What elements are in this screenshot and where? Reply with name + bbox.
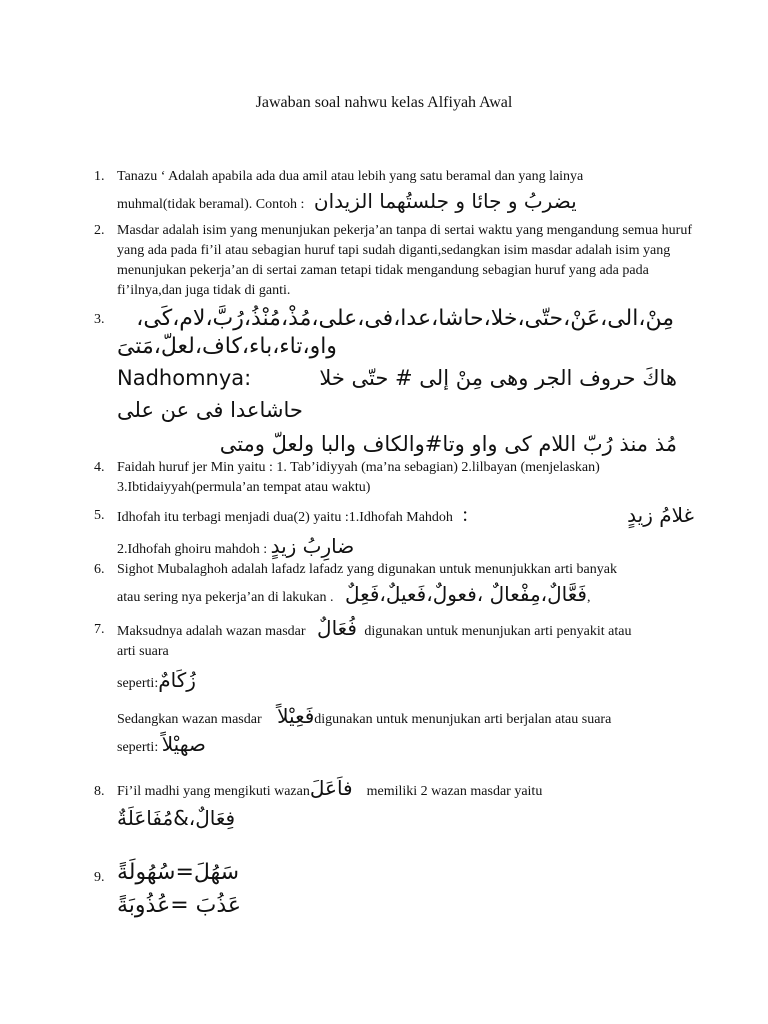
item-4-text: Faidah huruf jer Min yaitu : 1. Tab’idiyyah (ma’na sebagian) 2.lilbayan (menjelaskan) 3.Ibtidaiyyah(permula’an tempat atau waktu) <box>117 460 600 495</box>
item-8-line-1: Fi’il madhi yang mengikuti wazanفاَعَلَ memiliki 2 wazan masdar yaitu <box>117 776 543 800</box>
item-7-line-3: Sedangkan wazan masdar فَعِيْلاًdigunakan untuk menunjukan arti berjalan atau suara <box>117 704 612 728</box>
item-8-arabic-masdar: فِعَالٌ،&مُفَاعَلَةٌ <box>117 806 236 830</box>
item-8-arabic-faa-ala: فاَعَلَ <box>309 776 353 800</box>
item-7-arabic-fuaal: فُعَالٌ <box>317 616 357 640</box>
item-number: 9. <box>94 870 105 885</box>
item-number: 1. <box>94 169 105 184</box>
item-5-arabic-ghoiru: ضارِبُ زيدٍ <box>270 534 355 558</box>
nadhom-line-3 <box>117 429 677 459</box>
item-5-line-2 <box>117 532 694 560</box>
item-number: 6. <box>94 562 105 577</box>
document-title: Jawaban soal nahwu kelas Alfiyah Awal <box>255 94 513 111</box>
item-6-line-2: atau sering nya pekerja’an di lakukan . فَعَّالٌ،مِفْعالٌ ،فعولٌ،فَعيلٌ،فَعِلٌ, <box>117 582 591 606</box>
nadhom-line-1 <box>117 363 677 393</box>
item-1-line-2 <box>117 191 694 215</box>
item-9-line-1 <box>117 858 694 891</box>
item-7-example-1: seperti:زُكَامٌ <box>117 668 196 692</box>
item-number: 7. <box>94 622 105 637</box>
answer-item-1 <box>94 167 694 215</box>
item-number: 8. <box>94 784 105 799</box>
item-3-letters-line-1: مِنْ،الى،عَنْ،حتّى،خلا،حاشا،عدا،فى،على،مُذْ،مُنْذُ،رُبَّ،لام،كَى، <box>136 306 674 331</box>
item-5-colon: : <box>462 504 468 526</box>
item-2-text: Masdar adalah isim yang menunjukan pekerja’an tanpa di sertai waktu yang mengandung semua huruf yang ada pada fi’il atau sebagian huruf tapi sudah diganti,sedangkan isim masdar adalah isim yang menunjukan pekerja’an di sertai zaman tetapi tidak mengandung sebagian huruf yang ada pada fi’ilnya,dan juga tidak di ganti. <box>117 223 692 298</box>
item-6-line-1: Sighot Mubalaghoh adalah lafadz lafadz yang digunakan untuk menunjukkan arti banyak <box>117 562 617 577</box>
nadhom-verse-1: هاكَ حروف الجر وهى مِنْ إلى # حتّى خلا <box>319 366 677 390</box>
item-5-line-1 <box>117 500 694 530</box>
item-5-text-1: Idhofah itu terbagi menjadi dua(2) yaitu :1.Idhofah Mahdoh <box>117 510 453 525</box>
item-7-example-2: seperti: صهيْلاً <box>117 732 206 756</box>
item-7-arabic-zukaam: زُكَامٌ <box>158 668 196 692</box>
item-8-line-2 <box>117 808 694 832</box>
nadhom-label: Nadhomnya: <box>117 366 252 390</box>
item-1-text: muhmal(tidak beramal). Contoh : <box>117 197 305 212</box>
item-9-arabic-adhuba: عَذُبَ =عُذُوبَةً <box>117 893 242 918</box>
item-1-arabic-example: يضربُ و جائا و جلستُهما الزيدان <box>313 189 577 213</box>
item-5-text-2: 2.Idhofah ghoiru mahdoh : <box>117 542 268 557</box>
nadhom-line-2 <box>117 395 677 425</box>
item-number: 3. <box>94 312 105 327</box>
item-9-arabic-sahula: سَهُلَ=سُهُولَةً <box>117 860 240 885</box>
item-number: 4. <box>94 460 105 475</box>
item-number: 2. <box>94 223 105 238</box>
item-number: 5. <box>94 508 105 523</box>
nadhom-verse-3: مُذ منذ رُبّ اللام كى واو وتا#والكاف والبا ولعلّ ومتى <box>219 432 677 456</box>
item-5-arabic-mahdoh: غلامُ زيدٍ <box>627 503 694 527</box>
item-9-line-2 <box>117 891 694 924</box>
item-6-text: atau sering nya pekerja’an di lakukan . <box>117 590 334 605</box>
item-7-line-2: arti suara <box>117 644 169 659</box>
item-7-line-1: Maksudnya adalah wazan masdar فُعَالٌ digunakan untuk menunjukan arti penyakit atau <box>117 616 632 640</box>
item-6-arabic-forms: فَعَّالٌ،مِفْعالٌ ،فعولٌ،فَعيلٌ،فَعِلٌ <box>345 582 587 606</box>
nadhom-verse-2: حاشاعدا فى عن على <box>117 398 303 422</box>
item-3-letters-line-2: واو،تاء،باء،كاف،لعلّ،مَتىَ <box>117 334 337 359</box>
item-7-arabic-fa-iilan: فَعِيْلاً <box>277 704 315 728</box>
item-3-nadhom <box>117 363 677 459</box>
item-1-line-1: Tanazu ‘ Adalah apabila ada dua amil atau lebih yang satu beramal dan yang lainya <box>117 169 584 184</box>
item-7-arabic-shahiilan: صهيْلاً <box>161 732 206 756</box>
